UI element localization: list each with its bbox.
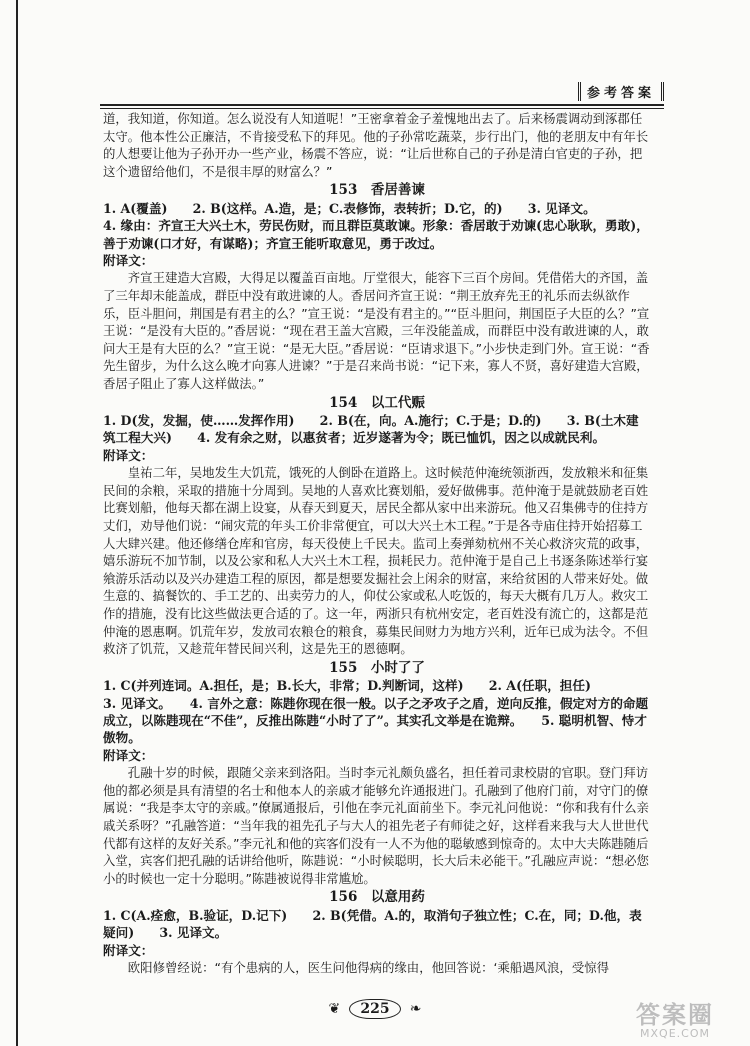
watermark-logo-text: 答案圈 <box>636 1001 714 1029</box>
page-edge-line <box>16 0 18 1046</box>
header-tag: 参考答案 <box>578 82 664 101</box>
translation-paragraph: 孔融十岁的时候，跟随父亲来到洛阳。当时李元礼颇负盛名，担任着司隶校尉的官职。登门拜访他的都必须是具有清望的名士和他本人的亲戚才能够允许通报进门。孔融到了他府门前，对守门的僚属说：“我是李太守的亲戚。”僚属通报后，引他在李元礼面前坐下。李元礼问他说：“你和我有什么亲戚关系呀？”孔融答道：“当年我的祖先孔子与大人的祖先老子有师徒之好，这样看来我与大人世世代代都有这样的友好关系。”李元礼和他的宾客们没有一人不为他的聪敏感到惊奇的。太中大夫陈韪随后入堂，宾客们把孔融的话讲给他听，陈韪说：“小时候聪明，长大后未必能干。”孔融应声说：“想必您小的时候也一定十分聪明。”陈韪被说得非常尴尬。 <box>103 765 649 886</box>
translation-heading: 附译文： <box>103 253 154 268</box>
right-ornament-icon: ❧ <box>409 1000 422 1017</box>
translation-paragraph: 道，我知道，你知道。怎么说没有人知道呢！”王密拿着金子羞愧地出去了。后来杨震调动到涿郡任太守。他本性公正廉洁，不肯接受私下的拜见。他的子孙常吃蔬菜，步行出门，他的老朋友中有年长的人想要让他为子孙开办一些产业，杨震不答应，说：“让后世称自己的子孙是清白官吏的子孙，把这个遗留给他们，不是很丰厚的财富么？” <box>103 111 649 179</box>
section-title: 154 以工代赈 <box>329 394 425 411</box>
answer-line: 3. 见译文。 4. 言外之意：陈韪你现在很一般。以子之矛攻子之盾，逆向反推，假定对方的命题成立，以陈韪现在“不佳”，反推出陈韪“小时了了”。其实孔文举是在诡辩。 5. 聪明机智、恃才傲物。 <box>103 695 649 746</box>
translation-paragraph: 皇祐二年，吴地发生大饥荒，饿死的人倒卧在道路上。这时候范仲淹统领浙西，发放粮米和征集民间的余粮，采取的措施十分周到。吴地的人喜欢比赛划船，爱好做佛事。范仲淹于是就鼓励老百姓比赛划船，他每天都在湖上设宴，从春天到夏天，居民全都从家中出来游玩。他又召集佛寺的住持方丈们，劝导他们说：“闹灾荒的年头工价非常便宜，可以大兴土木工程。”于是各寺庙住持开始招募工人大肆兴建。他还修缮仓库和官房，每天役使上千民夫。监司上奏弹劾杭州不关心救济灾荒的政事，嬉乐游玩不加节制，以及公家和私人大兴土木工程，损耗民力。范仲淹于是自己上书逐条陈述举行宴飨游乐活动以及兴办建造工程的原因，都是想要发掘社会上闲余的财富，来给贫困的人带来好处。做生意的、搞餐饮的、手工艺的、出卖劳力的人，仰仗公家或私人吃饭的，每天大概有几万人。救灾工作的措施，没有比这些做法更合适的了。这一年，两浙只有杭州安定，老百姓没有流亡的，这都是范仲淹的恩惠啊。饥荒年岁，发放司农粮仓的粮食，募集民间财力为地方兴利，近年已成为法令。不但救济了饥荒，又趁荒年替民间兴利，这是先王的恩德啊。 <box>103 465 649 657</box>
watermark <box>610 1002 740 1042</box>
section-title: 155 小时了了 <box>329 659 425 676</box>
translation-heading: 附译文： <box>103 747 154 763</box>
answer-line: 1. C(并列连词。A.担任，是；B.长大，非常；D.判断词，这样) 2. A(任职，担任) <box>103 678 591 694</box>
page-number: 225 <box>349 999 400 1019</box>
header-rule <box>100 104 664 109</box>
translation-paragraph: 欧阳修曾经说：“有个患病的人，医生问他得病的缘由，他回答说：‘乘船遇风浪，受惊得 <box>127 959 609 975</box>
section-title: 153 香居善谏 <box>329 182 425 199</box>
answer-line: 1. A(覆盖) 2. B(这样。A.造，是；C.表修饰，表转折；D.它，的) 3. 见译文。 <box>103 200 596 216</box>
section-title: 156 以意用药 <box>329 889 425 906</box>
page-content <box>103 110 651 977</box>
watermark-url: MXQE.COM <box>640 1027 710 1040</box>
answer-line: 1. C(A.痊愈，B.验证，D.记下) 2. B(凭借。A.的，取消句子独立性；C.在，同；D.他，表疑问) 3. 见译文。 <box>103 907 642 941</box>
translation-heading: 附译文： <box>103 942 154 958</box>
answer-line: 4. 缘由：齐宣王大兴土木，劳民伤财，而且群臣莫敢谏。形象：香居敢于劝谏(忠心耿耿，勇敢)，善于劝谏(口才好，有谋略)；齐宣王能听取意见，勇于改过。 <box>103 218 649 251</box>
left-ornament-icon: ❦ <box>328 1000 341 1017</box>
translation-paragraph: 齐宣王建造大宫殿，大得足以覆盖百亩地。厅堂很大，能容下三百个房间。凭借偌大的齐国，盖了三年却未能盖成，群臣中没有敢进谏的人。香居问齐宣王说：“荆王放弃先王的礼乐而去纵欲作乐，臣斗胆问，荆国是有君主的么？”宣王说：“是没有君主的。”“臣斗胆问，荆国臣子大臣的么？”宣王说：“是没有大臣的。”香居说：“现在君王盖大宫殿，三年没能盖成，而群臣中没有敢进谏的人，敢问大王是有大臣的么？”宣王说：“是无大臣。”香居说：“臣请求退下。”小步快走到门外。宣王说：“香先生留步，为什么这么晚才向寡人进谏？”于是召来尚书说：“记下来，寡人不贤，喜好建造大宫殿，香居子阻止了寡人这样做法。” <box>103 270 650 391</box>
translation-heading: 附译文： <box>103 447 154 463</box>
answer-line: 1. D(发，发掘，使……发挥作用) 2. B(在，向。A.施行；C.于是；D.的) 3. B(土木建筑工程大兴) 4. 发有余之财，以惠贫者；近岁遂著为令；既已恤饥，因之以成就民利。 <box>103 412 639 446</box>
